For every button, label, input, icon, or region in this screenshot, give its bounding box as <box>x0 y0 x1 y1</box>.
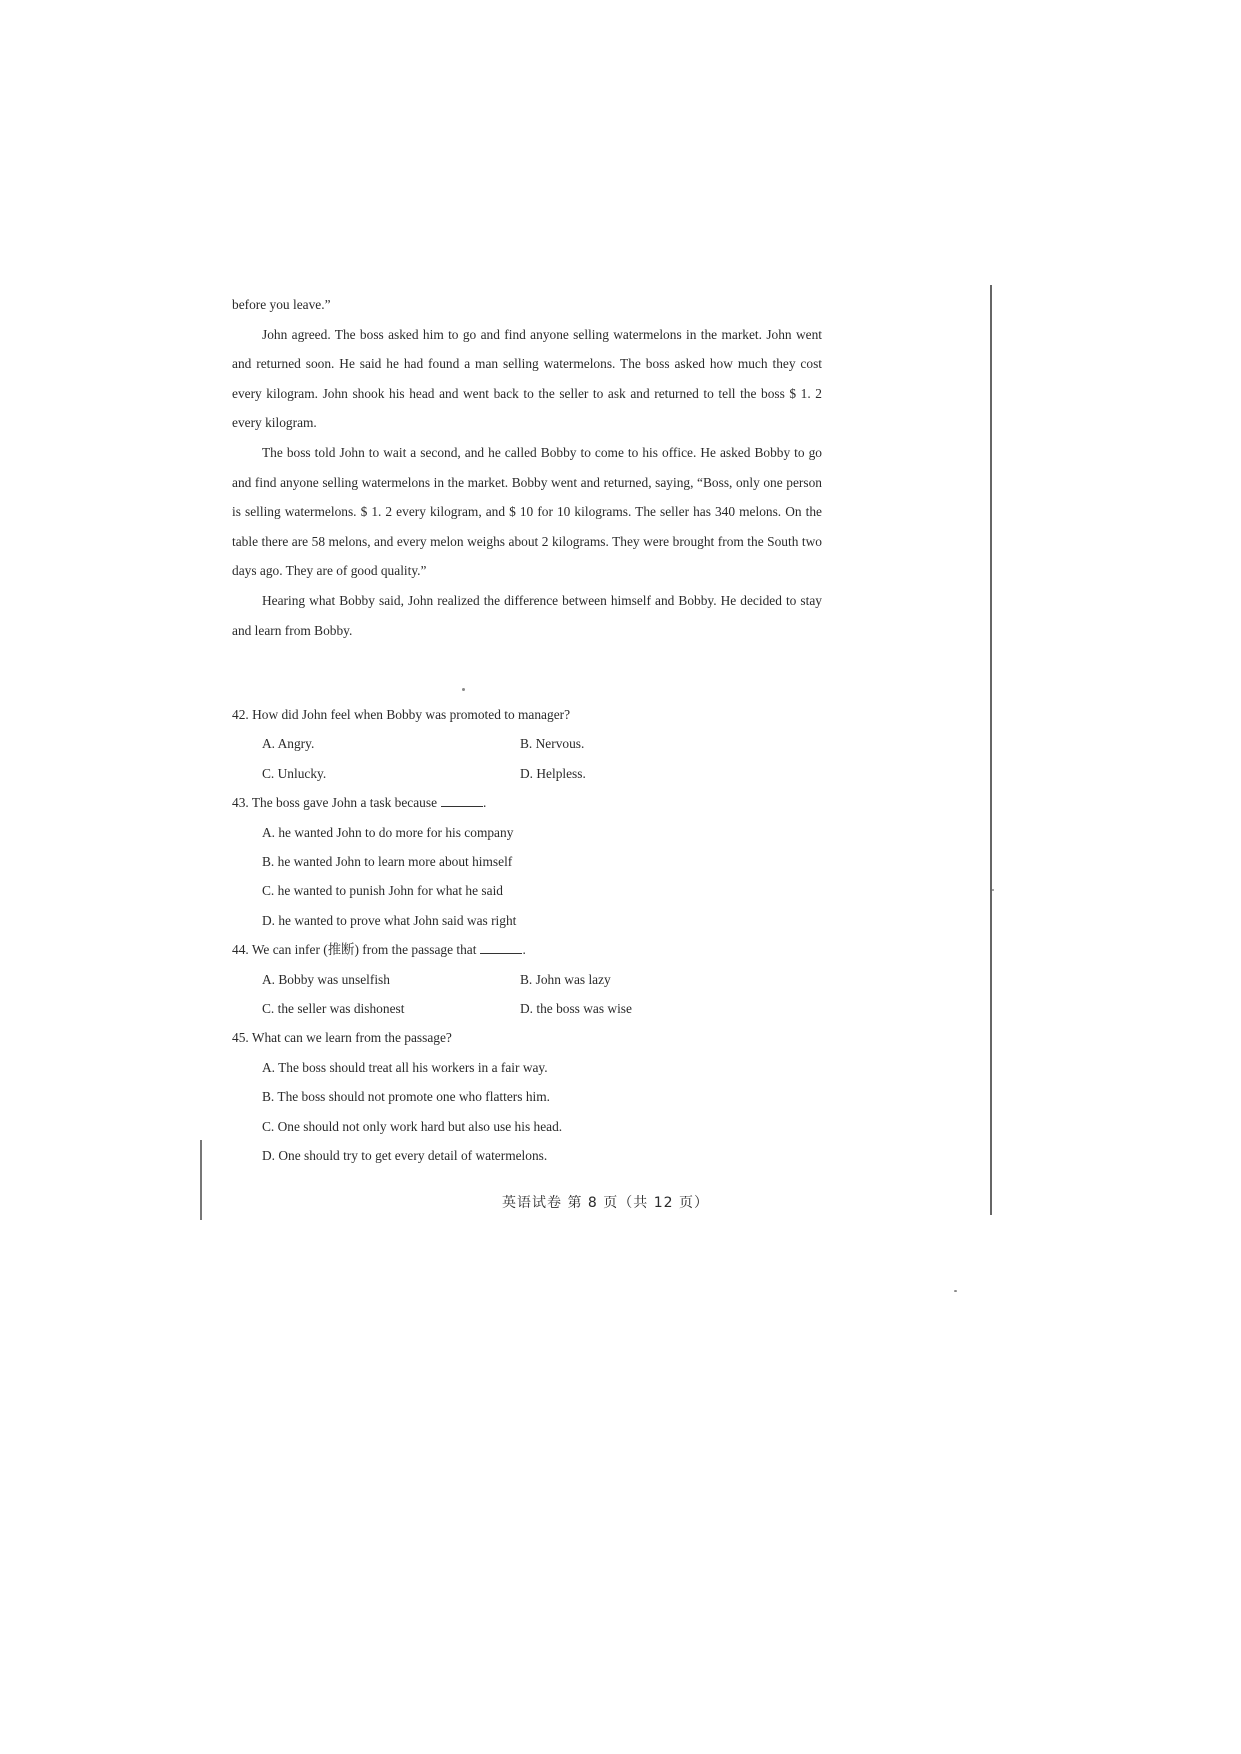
option-a: A. he wanted John to do more for his company <box>262 824 514 840</box>
scan-speck <box>462 688 465 691</box>
passage-paragraph: John agreed. The boss asked him to go and find anyone selling watermelons in the market. John went and returned soon. He said he had found a man selling watermelons. The boss asked how much they cost every kilogram. John shook his head and went back to the seller to ask and returned to tell the boss $ 1. 2 every kilogram. <box>232 326 822 431</box>
passage-paragraph: The boss told John to wait a second, and he called Bobby to come to his office. He asked Bobby to go and find anyone selling watermelons in the market. Bobby went and returned, saying, “Boss, only one person is selling watermelons. $ 1. 2 every kilogram, and $ 10 for 10 kilograms. The seller has 340 melons. On the table there are 58 melons, and every melon weighs about 2 kilograms. They were brought from the South two days ago. They are of good quality.” <box>232 444 822 579</box>
option-d: D. One should try to get every detail of watermelons. <box>262 1148 548 1164</box>
option-d: D. Helpless. <box>520 765 586 781</box>
scan-speck <box>954 1290 957 1292</box>
question-stem: 44. We can infer (推断) from the passage that <box>232 942 477 958</box>
passage-paragraph: Hearing what Bobby said, John realized the difference between himself and Bobby. He decided to stay and learn from Bobby. <box>232 592 822 638</box>
options <box>232 965 832 1024</box>
option-b: B. he wanted John to learn more about himself <box>262 854 513 870</box>
question-44 <box>232 935 832 1023</box>
option-c: C. Unlucky. <box>262 765 327 781</box>
options <box>232 818 832 936</box>
answer-blank <box>480 943 522 954</box>
question-stem-row <box>232 788 832 817</box>
question-stem: 43. The boss gave John a task because <box>232 795 438 811</box>
option-d: D. the boss was wise <box>520 1001 632 1017</box>
question-42 <box>232 700 832 788</box>
question-stem-row <box>232 935 832 964</box>
option-d: D. he wanted to prove what John said was right <box>262 912 517 928</box>
question-list <box>232 700 832 1171</box>
option-b: B. The boss should not promote one who flatters him. <box>262 1089 550 1105</box>
stem-end: . <box>522 942 526 958</box>
option-b: B. Nervous. <box>520 736 585 752</box>
option-c: C. he wanted to punish John for what he said <box>262 883 503 899</box>
scan-speck <box>992 889 994 891</box>
options <box>232 1053 832 1171</box>
option-c: C. the seller was dishonest <box>262 1001 405 1017</box>
page-footer: 英语试卷 第 8 页（共 12 页） <box>502 1195 709 1211</box>
question-43 <box>232 788 832 935</box>
options <box>232 729 832 788</box>
question-45 <box>232 1023 832 1170</box>
passage-paragraph: before you leave.” <box>232 297 331 312</box>
option-a: A. The boss should treat all his workers in a fair way. <box>262 1059 548 1075</box>
reading-passage <box>232 290 822 645</box>
question-stem: 42. How did John feel when Bobby was promoted to manager? <box>232 707 571 722</box>
answer-blank <box>441 796 483 807</box>
option-b: B. John was lazy <box>520 971 611 987</box>
question-stem: 45. What can we learn from the passage? <box>232 1030 452 1046</box>
stem-end: . <box>483 795 487 811</box>
option-c: C. One should not only work hard but also use his head. <box>262 1118 563 1134</box>
scan-edge-right <box>990 285 992 1215</box>
option-a: A. Bobby was unselfish <box>262 971 390 987</box>
option-a: A. Angry. <box>262 736 315 752</box>
